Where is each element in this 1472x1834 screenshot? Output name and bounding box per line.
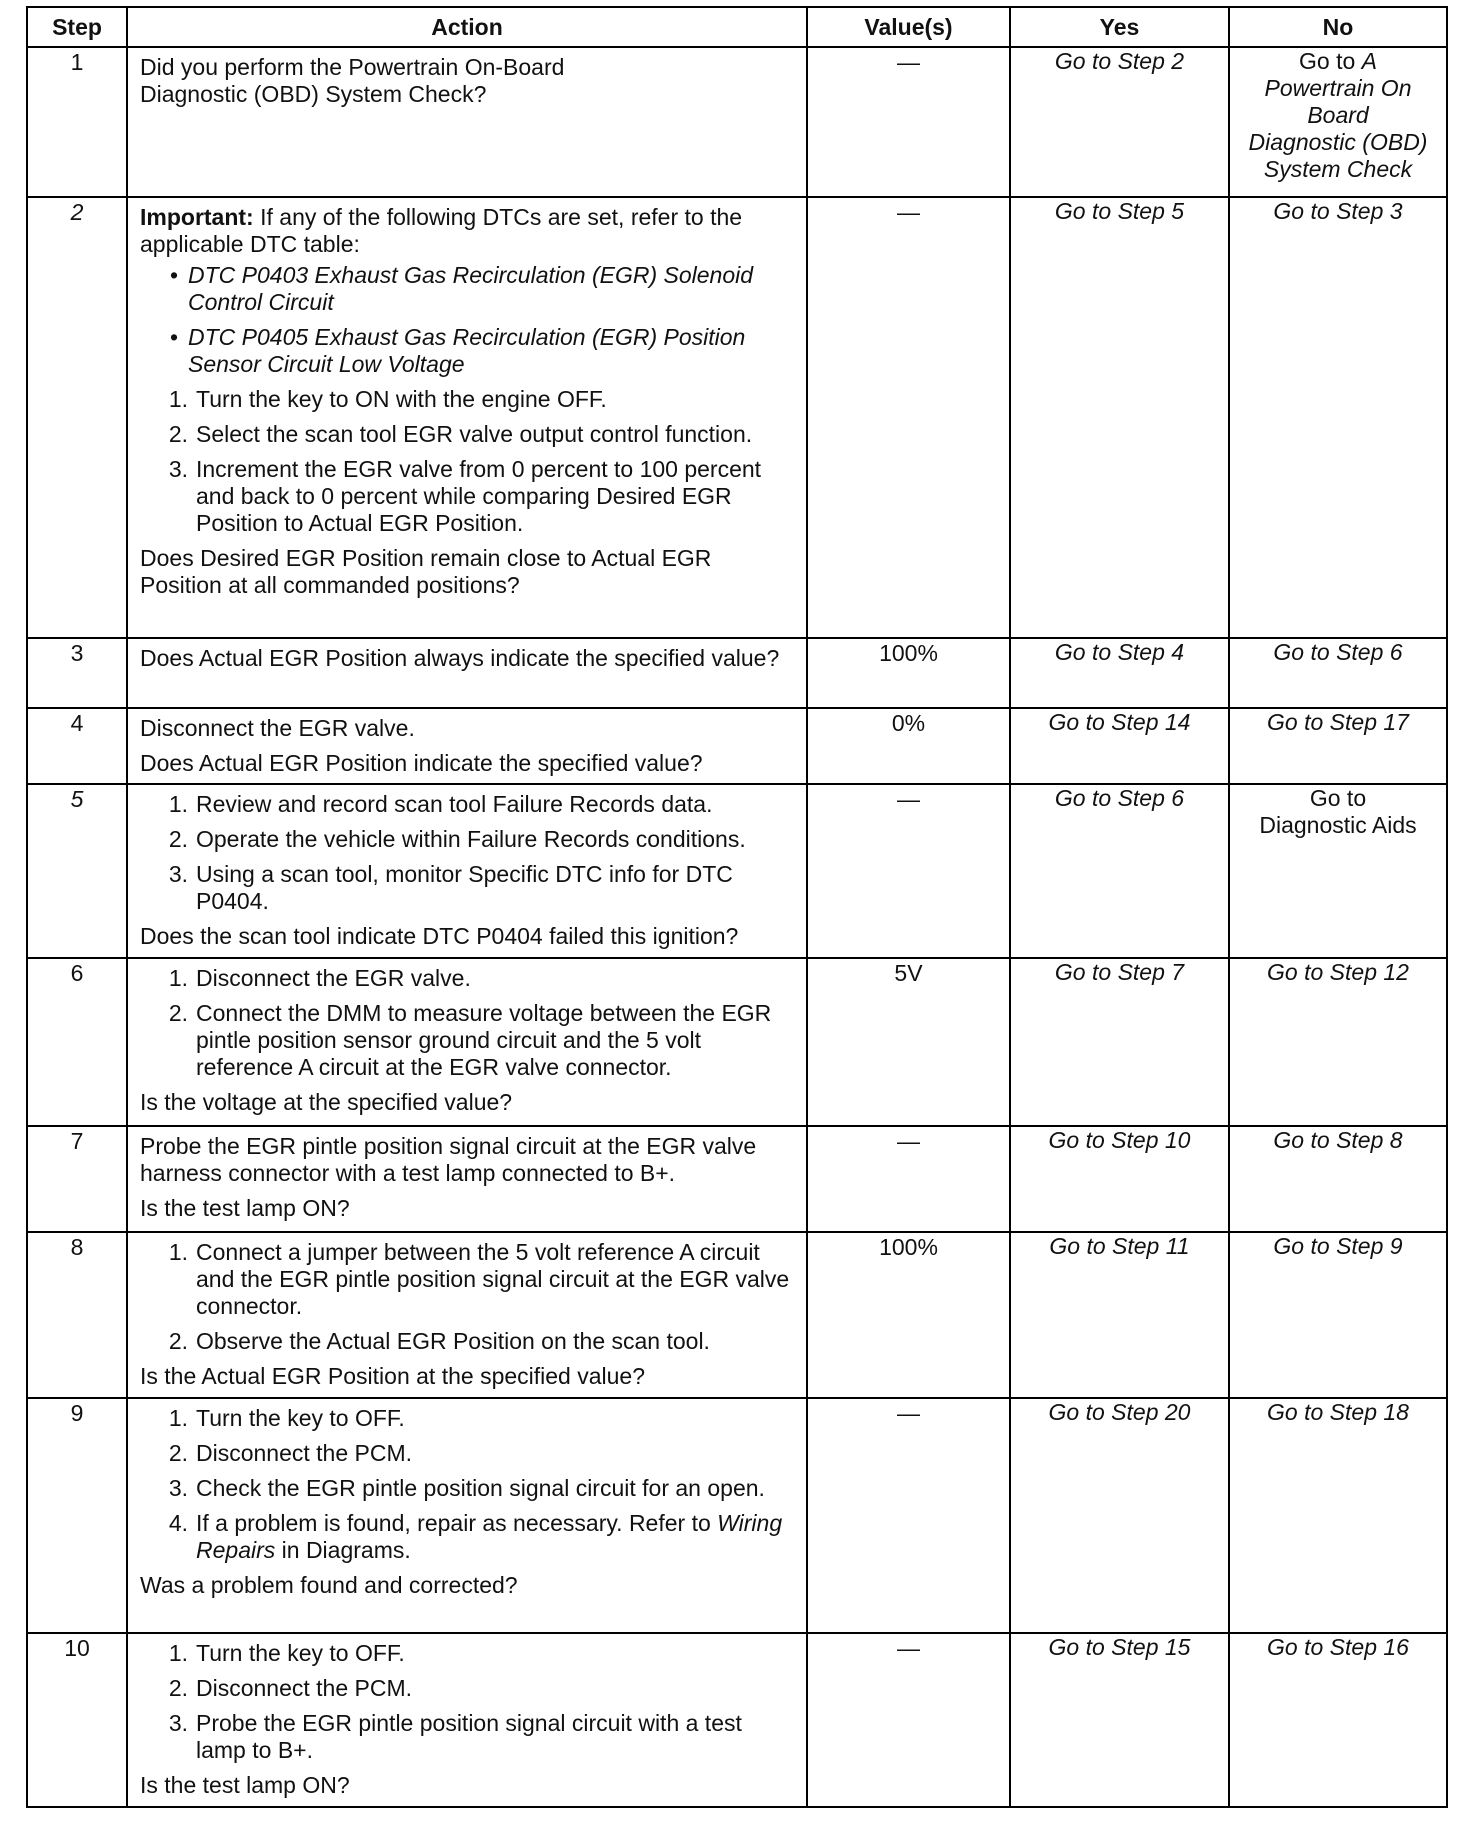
dtc-link[interactable]: DTC P0403 Exhaust Gas Recirculation (EGR) Solenoid Control Circuit [188, 262, 754, 315]
yes-goto-link[interactable]: Go to Step 5 [1010, 197, 1229, 638]
header-step: Step [27, 7, 127, 47]
action-cell [127, 1232, 807, 1398]
procedure-text: Disconnect the EGR valve. [196, 965, 471, 991]
procedure-steps [140, 1640, 796, 1764]
procedure-text: Operate the vehicle within Failure Records conditions. [196, 826, 746, 852]
step-number: 6 [27, 958, 127, 1126]
procedure-text: Turn the key to OFF. [196, 1405, 405, 1431]
question-text: Is the test lamp ON? [140, 1772, 350, 1798]
action-cell [127, 1398, 807, 1633]
procedure-text: Using a scan tool, monitor Specific DTC info for DTC P0404. [196, 861, 733, 914]
step-number: 9 [27, 1398, 127, 1633]
yes-goto-link[interactable]: Go to Step 10 [1010, 1126, 1229, 1232]
table-row [27, 47, 1447, 197]
procedure-text: Turn the key to ON with the engine OFF. [196, 386, 607, 412]
list-item: 2. Connect the DMM to measure voltage between the EGR pintle position sensor ground circuit and the 5 volt reference A circuit at the EGR valve connector. [140, 1000, 796, 1081]
action-cell [127, 1633, 807, 1807]
question-text: Does Actual EGR Position always indicate the specified value? [140, 645, 780, 671]
diagnostic-table [26, 6, 1448, 1808]
procedure-steps [140, 1239, 796, 1355]
yes-goto-link[interactable]: Go to Step 20 [1010, 1398, 1229, 1633]
yes-goto-link[interactable]: Go to Step 4 [1010, 638, 1229, 708]
value-cell: — [807, 1398, 1010, 1633]
list-item: 1. Turn the key to ON with the engine OFF. [140, 386, 796, 413]
list-item: 1. Turn the key to OFF. [140, 1640, 796, 1667]
action-cell [127, 1126, 807, 1232]
dtc-list [140, 262, 796, 378]
procedure-text [196, 1510, 796, 1564]
table-row [27, 638, 1447, 708]
yes-goto-link[interactable]: Go to Step 6 [1010, 784, 1229, 958]
no-link-text: Board [1307, 102, 1369, 128]
action-text: Probe the EGR pintle position signal circuit at the EGR valve harness connector with a test lamp connected to B+. [140, 1133, 757, 1186]
procedure-text: Turn the key to OFF. [196, 1640, 405, 1666]
value-cell: 5V [807, 958, 1010, 1126]
header-row [27, 7, 1447, 47]
procedure-text: Connect the DMM to measure voltage between the EGR pintle position sensor ground circuit and the 5 volt reference A circuit at the EGR valve connector. [196, 1000, 772, 1080]
action-cell [127, 197, 807, 638]
list-item: 2. Observe the Actual EGR Position on the scan tool. [140, 1328, 796, 1355]
list-item: 4. If a problem is found, repair as necessary. Refer to Wiring Repairs in Diagrams. [140, 1510, 796, 1564]
procedure-text: Observe the Actual EGR Position on the scan tool. [196, 1328, 710, 1354]
action-cell [127, 708, 807, 784]
question-text: Is the test lamp ON? [140, 1195, 350, 1221]
value-cell: 100% [807, 638, 1010, 708]
question-text: Was a problem found and corrected? [140, 1572, 518, 1598]
value-cell: — [807, 1633, 1010, 1807]
list-item: 2. Select the scan tool EGR valve output control function. [140, 421, 796, 448]
value-cell: — [807, 784, 1010, 958]
yes-goto-link[interactable]: Go to Step 15 [1010, 1633, 1229, 1807]
list-item: • DTC P0405 Exhaust Gas Recirculation (EGR) Position Sensor Circuit Low Voltage [140, 324, 796, 378]
no-link-text: Powertrain On [1264, 75, 1412, 101]
procedure-text-part: in Diagrams. [275, 1537, 411, 1563]
no-goto-link[interactable] [1229, 784, 1447, 958]
no-goto-link[interactable]: Go to Step 3 [1229, 197, 1447, 638]
no-link-text: System Check [1263, 156, 1413, 182]
important-text: If any of the following DTCs are set, refer to the applicable DTC table: [140, 204, 743, 257]
no-link-text: Diagnostic (OBD) [1248, 129, 1428, 155]
header-yes: Yes [1010, 7, 1229, 47]
step-number: 1 [27, 47, 127, 197]
yes-goto-link[interactable]: Go to Step 7 [1010, 958, 1229, 1126]
no-link-text: Diagnostic Aids [1259, 812, 1417, 838]
action-text: Disconnect the EGR valve. [140, 715, 415, 741]
no-goto-link[interactable]: Go to Step 16 [1229, 1633, 1447, 1807]
header-no: No [1229, 7, 1447, 47]
table-row [27, 784, 1447, 958]
table-row [27, 1232, 1447, 1398]
table-row [27, 197, 1447, 638]
list-item: • DTC P0403 Exhaust Gas Recirculation (EGR) Solenoid Control Circuit [140, 262, 796, 316]
procedure-text: Increment the EGR valve from 0 percent to 100 percent and back to 0 percent while comparing Desired EGR Position to Actual EGR Position. [196, 456, 762, 536]
no-link-a: A [1361, 48, 1377, 74]
value-cell: 0% [807, 708, 1010, 784]
procedure-text: Connect a jumper between the 5 volt reference A circuit and the EGR pintle position signal circuit at the EGR valve connector. [196, 1239, 790, 1319]
procedure-steps [140, 965, 796, 1081]
important-note [140, 204, 796, 258]
value-cell: — [807, 47, 1010, 197]
no-link-prefix: Go to [1299, 48, 1362, 74]
list-item: 3. Probe the EGR pintle position signal circuit with a test lamp to B+. [140, 1710, 796, 1764]
list-item: 3. Using a scan tool, monitor Specific DTC info for DTC P0404. [140, 861, 796, 915]
step-number: 10 [27, 1633, 127, 1807]
action-cell [127, 784, 807, 958]
table-row [27, 958, 1447, 1126]
question-text: Does Desired EGR Position remain close to Actual EGR Position at all commanded positions? [140, 545, 712, 598]
list-item: 1. Turn the key to OFF. [140, 1405, 796, 1432]
wiring-repairs-link[interactable]: Wiring Repairs [196, 1510, 783, 1563]
no-goto-link[interactable]: Go to Step 6 [1229, 638, 1447, 708]
procedure-steps [140, 386, 796, 537]
table-row [27, 1126, 1447, 1232]
action-cell [127, 958, 807, 1126]
value-cell: — [807, 1126, 1010, 1232]
step-number: 3 [27, 638, 127, 708]
question-text: Does the scan tool indicate DTC P0404 failed this ignition? [140, 923, 739, 949]
no-goto-link[interactable]: Go to Step 17 [1229, 708, 1447, 784]
table-row [27, 1633, 1447, 1807]
procedure-steps [140, 1405, 796, 1564]
value-cell: — [807, 197, 1010, 638]
question-text: Is the Actual EGR Position at the specified value? [140, 1363, 646, 1389]
important-label: Important: [140, 204, 254, 230]
step-number: 8 [27, 1232, 127, 1398]
header-action: Action [127, 7, 807, 47]
step-number: 4 [27, 708, 127, 784]
list-item: 1. Connect a jumper between the 5 volt reference A circuit and the EGR pintle position signal circuit at the EGR valve connector. [140, 1239, 796, 1320]
no-goto-link[interactable]: Go to Step 9 [1229, 1232, 1447, 1398]
question-text: Is the voltage at the specified value? [140, 1089, 513, 1115]
procedure-text: Disconnect the PCM. [196, 1440, 413, 1466]
list-item: 3. Increment the EGR valve from 0 percent to 100 percent and back to 0 percent while comparing Desired EGR Position to Actual EGR Position. [140, 456, 796, 537]
list-item: 2. Operate the vehicle within Failure Records conditions. [140, 826, 796, 853]
table-row [27, 1398, 1447, 1633]
action-text: Did you perform the Powertrain On-Board [140, 54, 565, 80]
action-cell [127, 638, 807, 708]
list-item: 2. Disconnect the PCM. [140, 1440, 796, 1467]
list-item: 3. Check the EGR pintle position signal circuit for an open. [140, 1475, 796, 1502]
procedure-text: Select the scan tool EGR valve output control function. [196, 421, 753, 447]
procedure-text: Check the EGR pintle position signal circuit for an open. [196, 1475, 765, 1501]
action-text: Diagnostic (OBD) System Check? [140, 81, 487, 107]
yes-goto-link[interactable]: Go to Step 2 [1010, 47, 1229, 197]
step-number: 7 [27, 1126, 127, 1232]
step-number: 2 [27, 197, 127, 638]
procedure-text-part: If a problem is found, repair as necessary. Refer to [196, 1510, 718, 1536]
dtc-link[interactable]: DTC P0405 Exhaust Gas Recirculation (EGR) Position Sensor Circuit Low Voltage [188, 324, 746, 377]
procedure-text: Disconnect the PCM. [196, 1675, 413, 1701]
step-number: 5 [27, 784, 127, 958]
yes-goto-link[interactable]: Go to Step 11 [1010, 1232, 1229, 1398]
no-goto-link[interactable] [1229, 47, 1447, 197]
value-cell: 100% [807, 1232, 1010, 1398]
procedure-steps [140, 791, 796, 915]
question-text: Does Actual EGR Position indicate the specified value? [140, 750, 703, 776]
list-item: 1. Disconnect the EGR valve. [140, 965, 796, 992]
procedure-text: Review and record scan tool Failure Records data. [196, 791, 713, 817]
table-row [27, 708, 1447, 784]
header-values: Value(s) [807, 7, 1010, 47]
list-item: 1. Review and record scan tool Failure Records data. [140, 791, 796, 818]
no-goto-link[interactable]: Go to Step 8 [1229, 1126, 1447, 1232]
procedure-text: Probe the EGR pintle position signal circuit with a test lamp to B+. [196, 1710, 742, 1763]
no-goto-link[interactable]: Go to Step 12 [1229, 958, 1447, 1126]
list-item: 2. Disconnect the PCM. [140, 1675, 796, 1702]
no-link-text: Go to [1309, 785, 1367, 811]
yes-goto-link[interactable]: Go to Step 14 [1010, 708, 1229, 784]
no-goto-link[interactable]: Go to Step 18 [1229, 1398, 1447, 1633]
action-cell [127, 47, 807, 197]
